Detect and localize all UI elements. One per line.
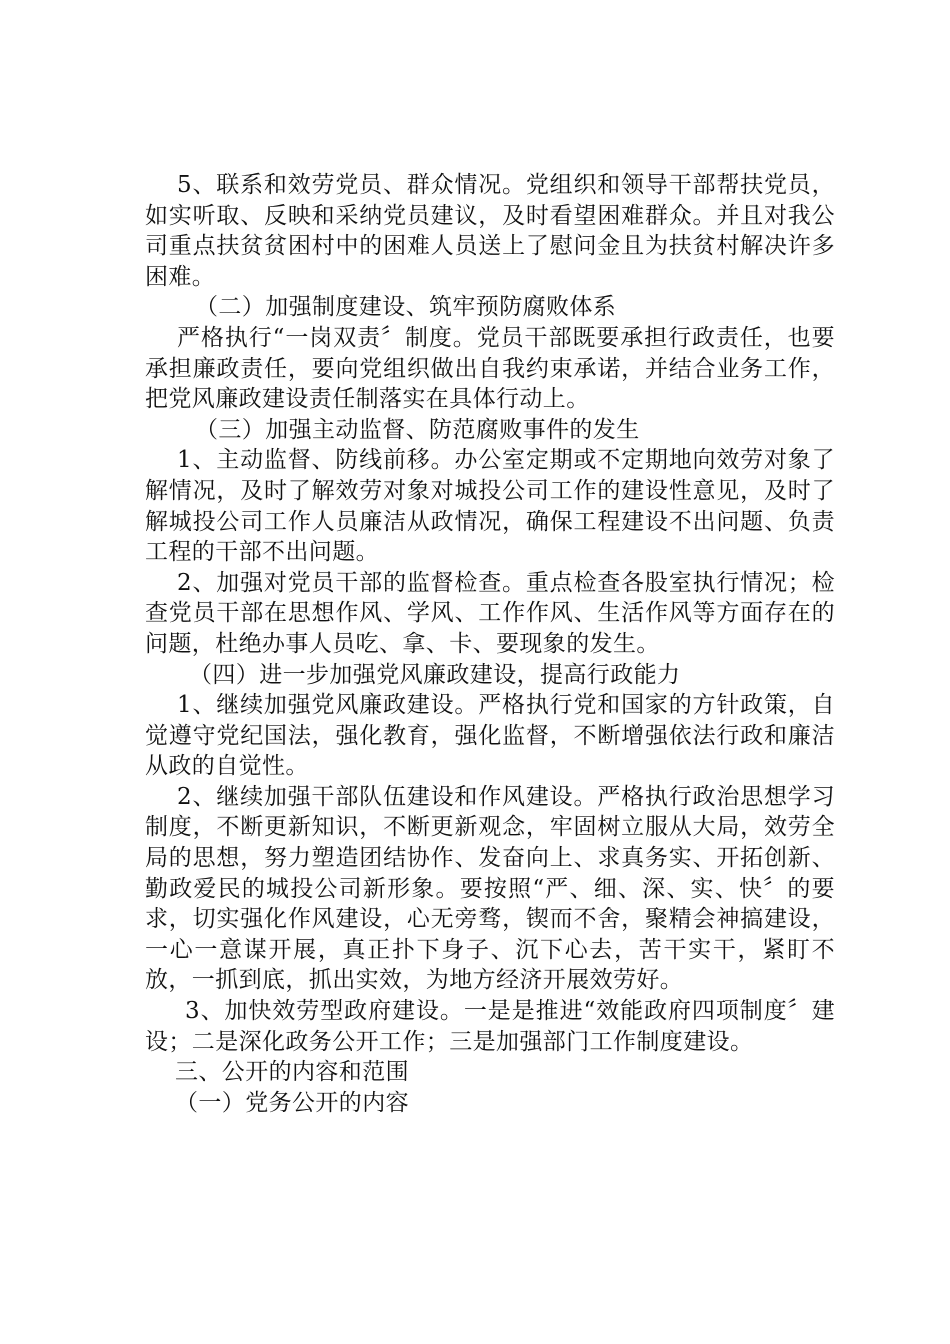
section-heading-disclosure: 三、公开的内容和范围 (175, 1059, 409, 1086)
paragraph-one-post-two-duties: 严格执行“一岗双责〞制度。党员干部既要承担行政责任，也要承担廉政责任，要向党组织做出自我约束承诺，并结合业务工作，把党风廉政建设责任制落实在具体行动上。 (145, 324, 835, 413)
paragraph-cadre-inspection: 2、加强对党员干部的监督检查。重点检查各股室执行情况；检查党员干部在思想作风、学风、工作作风、生活作风等方面存在的问题，杜绝办事人员吃、拿、卡、要现象的发生。 (145, 569, 835, 657)
paragraph-integrity-building: 1、继续加强党风廉政建设。严格执行党和国家的方针政策，自觉遵守党纪国法，强化教育，强化监督，不断增强依法行政和廉洁从政的自觉性。 (145, 692, 835, 780)
paragraph-service-government: 3、加快效劳型政府建设。一是是推进“效能政府四项制度〞建设；二是深化政务公开工作；三是加强部门工作制度建设。 (145, 998, 835, 1055)
section-heading-party-affairs: （一）党务公开的内容 (175, 1089, 409, 1116)
paragraph-team-building: 2、继续加强干部队伍建设和作风建设。严格执行政治思想学习制度，不断更新知识，不断更新观念，牢固树立服从大局，效劳全局的思想，努力塑造团结协作、发奋向上、求真务实、开拓创新、勤政爱民的城投公司新形象。要按照“严、细、深、实、快〞的要求，切实强化作风建设，心无旁骛，锲而不舍，聚精会神搞建设，一心一意谋开展，真正扑下身子、沉下心去，苦干实干，紧盯不放，一抓到底，抓出实效，为地方经济开展效劳好。 (145, 783, 835, 994)
paragraph-5-liaison: 5、联系和效劳党员、群众情况。党组织和领导干部帮扶党员，如实听取、反映和采纳党员建议，及时看望困难群众。并且对我公司重点扶贫贫困村中的困难人员送上了慰问金且为扶贫村解决许多困难。 (145, 172, 835, 290)
section-heading-2: （二）加强制度建设、筑牢预防腐败体系 (195, 294, 617, 321)
document-page (145, 170, 835, 1118)
section-heading-4: （四）进一步加强党风廉政建设，提高行政能力 (189, 661, 681, 688)
section-heading-3: （三）加强主动监督、防范腐败事件的发生 (195, 416, 640, 443)
paragraph-active-supervision: 1、主动监督、防线前移。办公室定期或不定期地向效劳对象了解情况，及时了解效劳对象对城投公司工作的建设性意见，及时了解城投公司工作人员廉洁从政情况，确保工程建设不出问题、负责工程的干部不出问题。 (145, 447, 835, 566)
